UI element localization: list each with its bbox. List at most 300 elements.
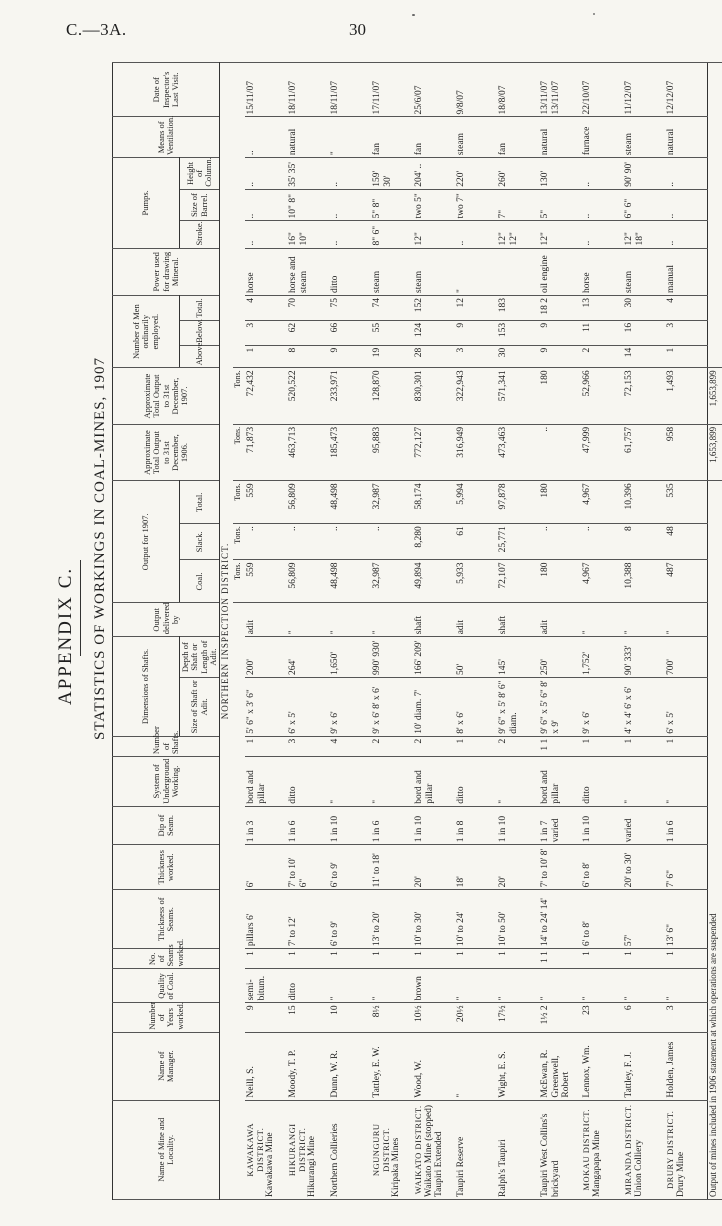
thickness-worked: 11' to 18' — [371, 845, 413, 890]
pump-column: .. — [581, 158, 623, 190]
shaft-depth: 90' 333' — [623, 637, 665, 678]
seam-dip: 1 in 6 — [665, 806, 708, 844]
seams-worked: 1 — [497, 949, 539, 969]
seam-dip: 1 in 8 — [455, 806, 497, 844]
output-slack: .. — [581, 524, 623, 560]
page-number: 30 — [349, 20, 366, 39]
pump-column: .. — [665, 158, 708, 190]
drawing-power — [497, 248, 539, 295]
men-above: 3 — [455, 345, 497, 368]
men-total: 75 — [329, 296, 371, 321]
pump-column: 159' 30' — [371, 158, 413, 190]
ventilation: natural — [665, 117, 708, 158]
inspector-visit: 17/11/07 — [371, 63, 413, 117]
output-to-1906: 958 — [665, 424, 708, 481]
seam-dip: 1 in 10 — [497, 806, 539, 844]
drawing-power: oil engine — [539, 248, 581, 295]
working-system: " — [329, 757, 371, 807]
shaft-count: 4 — [329, 736, 371, 756]
manager: Neill, S. — [245, 1032, 287, 1100]
men-total: 18 2 — [539, 296, 581, 321]
output-slack: .. — [371, 524, 413, 560]
output-slack: 8 — [623, 524, 665, 560]
men-above: 1 — [245, 345, 287, 368]
years-worked: 6 — [623, 1003, 665, 1032]
mine-name — [371, 1100, 413, 1199]
shaft-depth: 200' — [245, 637, 287, 678]
pump-barrel: 7" — [497, 189, 539, 221]
district-name: NGUNGURU DISTRICT. — [371, 1123, 391, 1177]
thickness-worked: 7' to 10' 6" — [287, 845, 329, 890]
inspector-visit: 22/10/07 — [581, 63, 623, 117]
col-total: Total. — [180, 481, 220, 524]
unit-slack: Tons. — [233, 524, 245, 560]
mine-name — [623, 1100, 665, 1199]
ventilation: fan — [371, 117, 413, 158]
working-system: " — [623, 757, 665, 807]
men-total: 70 — [287, 296, 329, 321]
coal-quality: semi-bitum. — [245, 969, 287, 1003]
table-row — [329, 63, 371, 1200]
seams-worked: 1 — [245, 949, 287, 969]
col-men-total: Total. — [180, 296, 220, 321]
shaft-count: 1 1 — [539, 736, 581, 756]
mine-label: Northern Collieries — [330, 1123, 341, 1197]
district-name: MOKAU DISTRICT. — [581, 1109, 592, 1191]
district-name: WAIKATO DISTRICT. — [413, 1105, 424, 1195]
coal-mines-table — [112, 62, 722, 1200]
col-quality: Quality of Coal. — [113, 969, 220, 1003]
pump-stroke: 8" 6" — [371, 221, 413, 248]
ventilation: steam — [455, 117, 497, 158]
men-above: 28 — [413, 345, 455, 368]
col-below: Below. — [180, 320, 220, 345]
mine-label: Waikato Mine (stopped) Taupiri Extended — [423, 1104, 445, 1197]
pump-column: .. — [329, 158, 371, 190]
men-below: 9 — [455, 320, 497, 345]
working-system: bord and pillar — [413, 757, 455, 807]
output-delivered: " — [329, 603, 371, 637]
seams-worked: 1 — [455, 949, 497, 969]
pump-barrel: two 7" — [455, 189, 497, 221]
manager: Tattley, E. W. — [371, 1032, 413, 1100]
district-name: DRURY DISTRICT. — [665, 1110, 676, 1189]
shaft-depth: 145' — [497, 637, 539, 678]
years-worked: 15 — [287, 1003, 329, 1032]
manager: Holden, James — [665, 1032, 708, 1100]
col-power: Power used for drawing Mineral. — [113, 248, 220, 295]
table-row — [371, 63, 413, 1200]
speck — [412, 14, 415, 16]
ventilation: natural — [539, 117, 581, 158]
output-to-1907: 233,971 — [329, 368, 371, 425]
output-to-1907: 72,432 — [245, 368, 287, 425]
output-delivered: adit — [245, 603, 287, 637]
output-delivered: shaft — [413, 603, 455, 637]
output-total: 97,878 — [497, 481, 539, 524]
pump-column: 35' 35' — [287, 158, 329, 190]
shaft-size: 4' x 4' 6' x 6' — [623, 677, 665, 736]
output-delivered: " — [371, 603, 413, 637]
inspector-visit: 18/11/07 — [287, 63, 329, 117]
shaft-count: 1 — [665, 736, 708, 756]
col-column-height: Height of Column. — [180, 158, 220, 190]
table-row — [287, 63, 329, 1200]
men-total: 74 — [371, 296, 413, 321]
mine-label: Kiripaka Mines — [391, 1137, 402, 1197]
output-to-1906: 463,713 — [287, 424, 329, 481]
table-row — [497, 63, 539, 1200]
seam-dip: 1 in 7 varied — [539, 806, 581, 844]
output-coal: 180 — [539, 560, 581, 603]
unit-total: Tons. — [233, 481, 245, 524]
seams-worked: 1 — [371, 949, 413, 969]
shaft-depth: 166' 209' — [413, 637, 455, 678]
thickness-worked: 20' — [497, 845, 539, 890]
inspector-visit: 9/8/07 — [455, 63, 497, 117]
output-to-1907: 52,966 — [581, 368, 623, 425]
manager: Tattley, F. J. — [623, 1032, 665, 1100]
inspector-visit: 12/12/07 — [665, 63, 708, 117]
shaft-depth: 50' — [455, 637, 497, 678]
pump-column: 204' .. — [413, 158, 455, 190]
speck — [593, 13, 595, 15]
inspector-visit: 25/6/07 — [413, 63, 455, 117]
mine-name — [581, 1100, 623, 1199]
ventilation: " — [329, 117, 371, 158]
col-seams: No. of Seams worked. — [113, 949, 220, 969]
output-coal: 559 — [245, 560, 287, 603]
col-manager: Name of Manager. — [113, 1032, 220, 1100]
years-worked: 9 — [245, 1003, 287, 1032]
shaft-count: 2 — [371, 736, 413, 756]
working-system: " — [665, 757, 708, 807]
output-to-1907: 128,870 — [371, 368, 413, 425]
output-to-1907: 322,943 — [455, 368, 497, 425]
thickness-worked: 20' — [413, 845, 455, 890]
working-system: " — [371, 757, 413, 807]
men-below: 11 — [581, 320, 623, 345]
mine-name — [455, 1100, 497, 1199]
years-worked: 3 — [665, 1003, 708, 1032]
shaft-count: 1 — [623, 736, 665, 756]
men-above: 14 — [623, 345, 665, 368]
output-to-1906: .. — [539, 424, 581, 481]
seam-dip: 1 in 3 — [245, 806, 287, 844]
working-system: ditto — [287, 757, 329, 807]
shaft-size: 6' x 5' — [665, 677, 708, 736]
output-total: 4,967 — [581, 481, 623, 524]
output-slack: 61 — [455, 524, 497, 560]
manager: Moody, T. P. — [287, 1032, 329, 1100]
coal-quality: " — [623, 969, 665, 1003]
seam-dip: 1 in 6 — [371, 806, 413, 844]
shaft-size: 8' x 6' — [455, 677, 497, 736]
table-row — [665, 63, 708, 1200]
output-delivered: " — [287, 603, 329, 637]
ventilation: fan — [413, 117, 455, 158]
coal-quality: " — [665, 969, 708, 1003]
seams-worked: 1 — [623, 949, 665, 969]
footer-output-1907: 1,653,899 — [708, 368, 722, 425]
title-rule — [80, 560, 81, 656]
shaft-size: 5' 6" x 3' 6" — [245, 677, 287, 736]
output-coal: 5,933 — [455, 560, 497, 603]
shaft-count: 1 — [455, 736, 497, 756]
output-total: 180 — [539, 481, 581, 524]
seam-thickness: 6' to 9' — [329, 890, 371, 949]
col-barrel: Size of Barrel. — [180, 189, 220, 221]
seams-worked: 1 — [287, 949, 329, 969]
output-coal: 10,388 — [623, 560, 665, 603]
drawing-power: " — [455, 248, 497, 295]
years-worked: 23 — [581, 1003, 623, 1032]
coal-quality: " — [329, 969, 371, 1003]
col-coal: Coal. — [180, 560, 220, 603]
output-coal: 56,809 — [287, 560, 329, 603]
output-total: 559 — [245, 481, 287, 524]
pump-barrel: two 5" — [413, 189, 455, 221]
drawing-power: horse — [581, 248, 623, 295]
pump-column: 130' — [539, 158, 581, 190]
table-title: STATISTICS OF WORKINGS IN COAL-MINES, 1907 — [92, 356, 108, 740]
inspector-visit: 15/11/07 — [245, 63, 287, 117]
pump-stroke: .. — [329, 221, 371, 248]
shaft-depth: 1,752' — [581, 637, 623, 678]
men-above: 19 — [371, 345, 413, 368]
coal-quality: " — [455, 969, 497, 1003]
seam-thickness: 6' to 8' — [581, 890, 623, 949]
mine-label: Hikurangi Mine — [307, 1136, 318, 1197]
seam-dip: 1 in 10 — [329, 806, 371, 844]
mine-label: Taupiri Reserve — [456, 1136, 467, 1197]
output-total: 5,994 — [455, 481, 497, 524]
rotated-table-container — [112, 62, 719, 1200]
district-name: MIRANDA DISTRICT. — [623, 1104, 634, 1196]
output-slack: 25,771 — [497, 524, 539, 560]
manager: " — [455, 1032, 497, 1100]
seam-thickness: 57' — [623, 890, 665, 949]
output-total: 535 — [665, 481, 708, 524]
footer-output-1906: 1,653,899 — [708, 424, 722, 481]
drawing-power: steam — [413, 248, 455, 295]
seam-thickness: 14' to 24' 14' — [539, 890, 581, 949]
mine-label: Drury Mine — [675, 1151, 686, 1197]
output-to-1906: 316,949 — [455, 424, 497, 481]
thickness-worked: 7' 6" — [665, 845, 708, 890]
col-size-shaft: Size of Shaft or Adit. — [180, 677, 220, 736]
shaft-size: 6' x 5' — [287, 677, 329, 736]
col-slack: Slack. — [180, 524, 220, 560]
mine-name — [287, 1100, 329, 1199]
men-below: 9 — [539, 320, 581, 345]
output-delivered: adit — [539, 603, 581, 637]
years-worked: 10½ — [413, 1003, 455, 1032]
manager: Dunn, W. R. — [329, 1032, 371, 1100]
men-total: 152 — [413, 296, 455, 321]
output-coal: 487 — [665, 560, 708, 603]
seams-worked: 1 — [665, 949, 708, 969]
col-dip: Dip of Seam. — [113, 806, 220, 844]
inspector-visit: 18/8/07 — [497, 63, 539, 117]
col-thickness-seams: Thickness of Seams. — [113, 890, 220, 949]
shaft-size: 9' 6" x 5' 8' 6" diam. — [497, 677, 539, 736]
men-above: 8 — [287, 345, 329, 368]
men-total: 183 — [497, 296, 539, 321]
drawing-power: steam — [371, 248, 413, 295]
output-to-1907: 72,153 — [623, 368, 665, 425]
thickness-worked: 20' to 30' — [623, 845, 665, 890]
col-system: System of Underground Working. — [113, 757, 220, 807]
table-row — [623, 63, 665, 1200]
table-row — [539, 63, 581, 1200]
pump-barrel: .. — [245, 189, 287, 221]
working-system: bord and pillar — [539, 757, 581, 807]
shaft-count: 1 — [245, 736, 287, 756]
pump-stroke: .. — [245, 221, 287, 248]
men-total: 13 — [581, 296, 623, 321]
years-worked: 8½ — [371, 1003, 413, 1032]
table-row — [413, 63, 455, 1200]
seam-thickness: 10' to 30' — [413, 890, 455, 949]
men-total: 4 — [665, 296, 708, 321]
coal-quality: " — [371, 969, 413, 1003]
thickness-worked: 6' to 9' — [329, 845, 371, 890]
mine-name — [245, 1100, 287, 1199]
pump-stroke: 12" — [539, 221, 581, 248]
years-worked: 1½ 2 — [539, 1003, 581, 1032]
mine-name — [413, 1100, 455, 1199]
unit-coal: Tons. — [233, 560, 245, 603]
men-total: 12 — [455, 296, 497, 321]
shaft-size: 9' 6" x 5' 6" 8' x 9' — [539, 677, 581, 736]
section-heading: NORTHERN INSPECTION DISTRICT. — [220, 63, 234, 1200]
mine-label: Ralph's Taupiri — [498, 1139, 509, 1197]
shaft-depth: 700' — [665, 637, 708, 678]
men-above: 1 — [665, 345, 708, 368]
years-worked: 20½ — [455, 1003, 497, 1032]
thickness-worked: 6' — [245, 845, 287, 890]
men-total: 4 — [245, 296, 287, 321]
unit-1907: Tons. — [233, 368, 245, 425]
output-coal: 48,498 — [329, 560, 371, 603]
seams-worked: 1 — [413, 949, 455, 969]
mine-label: Union Colliery — [633, 1139, 644, 1197]
pump-stroke: .. — [581, 221, 623, 248]
table-row — [581, 63, 623, 1200]
pump-column: 90' 90' — [623, 158, 665, 190]
output-slack: .. — [245, 524, 287, 560]
output-coal: 72,107 — [497, 560, 539, 603]
footer-note: Output of mines included in 1906 statement at which operations are suspended — [708, 481, 722, 1200]
seam-thickness: 13' to 20' — [371, 890, 413, 949]
pump-stroke: 16" 10" — [287, 221, 329, 248]
pump-barrel: 10" 8" — [287, 189, 329, 221]
col-inspector: Date of Inspector's Last Visit. — [113, 63, 220, 117]
seam-dip: 1 in 10 — [581, 806, 623, 844]
coal-quality: " — [581, 969, 623, 1003]
thickness-worked: 6' to 8' — [581, 845, 623, 890]
output-to-1906: 95,883 — [371, 424, 413, 481]
pump-barrel: .. — [329, 189, 371, 221]
coal-quality: " — [497, 969, 539, 1003]
shaft-depth: 990' 930' — [371, 637, 413, 678]
shaft-count: 2 — [413, 736, 455, 756]
output-coal: 32,987 — [371, 560, 413, 603]
col-men: Number of Men ordinarily employed. — [113, 296, 180, 368]
col-name: Name of Mine and Locality. — [113, 1100, 220, 1199]
seam-thickness: 10' to 24' — [455, 890, 497, 949]
seam-thickness: 13' 6" — [665, 890, 708, 949]
unit-1906: Tons. — [233, 424, 245, 481]
shaft-count: 1 — [581, 736, 623, 756]
shaft-count: 2 — [497, 736, 539, 756]
output-slack: .. — [287, 524, 329, 560]
manager: McEwan, R. Greenwell, Robert — [539, 1032, 581, 1100]
ventilation: furnace — [581, 117, 623, 158]
coal-quality: brown — [413, 969, 455, 1003]
drawing-power: manual — [665, 248, 708, 295]
output-slack: .. — [329, 524, 371, 560]
seams-worked: 1 — [329, 949, 371, 969]
pump-stroke: .. — [665, 221, 708, 248]
output-to-1906: 185,473 — [329, 424, 371, 481]
manager: Wood, W. — [413, 1032, 455, 1100]
col-delivered: Output delivered by — [113, 603, 220, 637]
col-years: Number of Years worked. — [113, 1003, 220, 1032]
output-total: 56,809 — [287, 481, 329, 524]
output-to-1906: 47,999 — [581, 424, 623, 481]
output-delivered: adit — [455, 603, 497, 637]
ventilation: natural — [287, 117, 329, 158]
output-slack: .. — [539, 524, 581, 560]
shaft-size: 9' x 6' 8' x 6' — [371, 677, 413, 736]
ventilation: steam — [623, 117, 665, 158]
col-dimensions: Dimensions of Shafts. — [113, 637, 180, 736]
series-code: C.—3A. — [66, 20, 127, 39]
inspector-visit: 11/12/07 — [623, 63, 665, 117]
shaft-depth: 1,650' — [329, 637, 371, 678]
output-total: 32,987 — [371, 481, 413, 524]
working-system: " — [497, 757, 539, 807]
seam-dip: varied — [623, 806, 665, 844]
men-below: 124 — [413, 320, 455, 345]
output-delivered: " — [665, 603, 708, 637]
men-above: 9 — [539, 345, 581, 368]
output-slack: 48 — [665, 524, 708, 560]
table-row — [455, 63, 497, 1200]
men-below: 16 — [623, 320, 665, 345]
output-coal: 4,967 — [581, 560, 623, 603]
pump-barrel: 6" 6" — [623, 189, 665, 221]
col-stroke: Stroke. — [180, 221, 220, 248]
output-coal: 49,894 — [413, 560, 455, 603]
mine-label: Taupiri West Collins's brickyard — [540, 1113, 561, 1197]
men-below: 62 — [287, 320, 329, 345]
seam-dip: 1 in 6 — [287, 806, 329, 844]
mine-name — [665, 1100, 708, 1199]
output-to-1907: 830,301 — [413, 368, 455, 425]
col-ventilation: Means of Ventilation. — [113, 117, 220, 158]
seams-worked: 1 1 — [539, 949, 581, 969]
seam-thickness: 10' to 50' — [497, 890, 539, 949]
shaft-count: 3 — [287, 736, 329, 756]
output-total: 10,396 — [623, 481, 665, 524]
output-to-1906: 772,127 — [413, 424, 455, 481]
drawing-power: steam — [623, 248, 665, 295]
men-below: 3 — [665, 320, 708, 345]
output-to-1907: 180 — [539, 368, 581, 425]
